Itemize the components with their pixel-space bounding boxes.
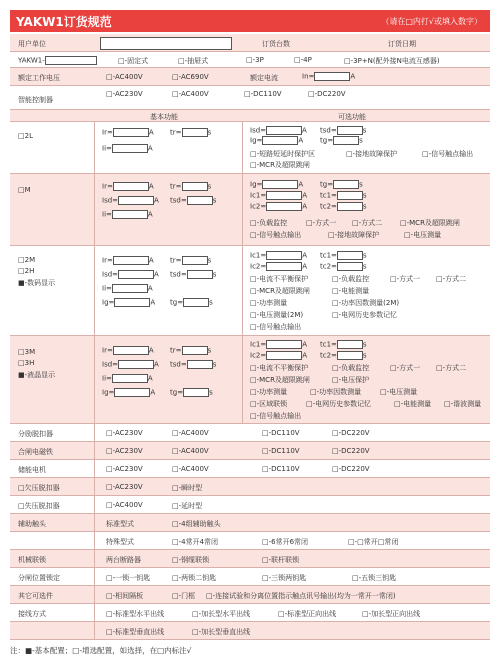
field-text: □-电网历史参数记忆 — [306, 400, 372, 408]
field-text: □-方式一 — [306, 219, 337, 227]
acc0-dc110[interactable]: □-DC110V — [262, 429, 300, 437]
acc1-dc220[interactable]: □-DC220V — [332, 447, 370, 455]
field-text: □-功率测量 — [250, 299, 288, 307]
acc2-ac400[interactable]: □-AC400V — [172, 465, 209, 473]
input-box[interactable] — [113, 128, 149, 137]
input-box[interactable] — [333, 180, 359, 189]
acc9-barrier[interactable]: □-相间隔板 — [106, 592, 144, 600]
opt-4p[interactable]: □-4P — [294, 56, 312, 64]
field-text: Ic2= A — [250, 351, 308, 360]
field-text: □-MCR及超限跳闸 — [250, 287, 310, 295]
field-text: □-电网历史参数记忆 — [332, 311, 398, 319]
section-m — [10, 174, 490, 246]
field-text: 特殊型式 — [106, 538, 134, 546]
field-text: tr= s — [170, 346, 212, 355]
field-text: tg= s — [320, 180, 363, 189]
field-text: □-电压测量 — [380, 388, 418, 396]
basic-func-label: 基本功能 — [150, 113, 178, 121]
acc10-std-f[interactable]: □-标准型正向出线 — [278, 610, 337, 618]
model-row — [10, 52, 490, 68]
field-text: 分闸位置锁定 — [18, 574, 60, 582]
input-box[interactable] — [266, 202, 302, 211]
field-text: 储能电机 — [18, 466, 46, 474]
field-text: Isd= A — [102, 270, 159, 279]
input-box[interactable] — [113, 182, 149, 191]
field-text: Ic1= A — [250, 340, 308, 349]
input-box[interactable] — [114, 388, 150, 397]
acc8-5lock[interactable]: □-五锁三钥匙 — [352, 574, 397, 582]
input-box[interactable] — [337, 262, 363, 271]
acc-row-5 — [10, 514, 490, 532]
opt-func-label: 可选功能 — [338, 113, 366, 121]
lcd-display: ■-液晶显示 — [18, 371, 56, 379]
acc7-cable[interactable]: □-钢缆联锁 — [172, 556, 210, 564]
field-text: tsd= s — [170, 270, 217, 279]
header-row — [10, 34, 490, 52]
input-box[interactable] — [337, 126, 363, 135]
novoltage[interactable]: □失压脱扣器 — [18, 502, 60, 510]
field-text: tg= s — [170, 388, 213, 397]
field-text: □-电压保护 — [332, 376, 370, 384]
input-box[interactable] — [337, 191, 363, 200]
field-text: □-电压测量(2M) — [250, 311, 304, 319]
acc2-dc220[interactable]: □-DC220V — [332, 465, 370, 473]
field-text: □-电能测量 — [332, 287, 370, 295]
unit-a: A — [350, 72, 356, 81]
func-header — [10, 110, 490, 122]
acc10-ext-h[interactable]: □-加长型水平出线 — [192, 610, 251, 618]
field-text: Isd= A — [250, 126, 307, 135]
acc-row-7 — [10, 550, 490, 568]
input-box[interactable] — [262, 180, 298, 189]
voltage-row — [10, 68, 490, 86]
field-text: Ig= A — [102, 388, 156, 397]
field-text: tr= s — [170, 128, 212, 137]
field-text: □-方式一 — [390, 364, 421, 372]
acc9-frame[interactable]: □-门框 — [172, 592, 196, 600]
acc-row-2 — [10, 460, 490, 478]
acc0-ac400[interactable]: □-AC400V — [172, 429, 209, 437]
field-text: □-信号触点输出 — [250, 231, 302, 239]
input-box[interactable] — [337, 251, 363, 260]
field-text: □-负载监控 — [332, 364, 370, 372]
input-box[interactable] — [337, 202, 363, 211]
field-text: □-功率因数测量 — [310, 388, 362, 396]
field-text: Ir= A — [102, 128, 154, 137]
field-text: □-短路短延时保护区 — [250, 150, 316, 158]
input-box[interactable] — [118, 360, 154, 369]
field-text — [302, 72, 355, 81]
acc-row-0 — [10, 424, 490, 442]
field-text: □-MCR及超限跳闸 — [250, 161, 310, 169]
field-text: Ic1= A — [250, 191, 308, 200]
field-text: tr= s — [170, 256, 212, 265]
field-text: tc1= s — [320, 191, 367, 200]
field-text: □-负载监控 — [332, 275, 370, 283]
field-text: Ii= A — [102, 210, 153, 219]
acc1-dc110[interactable]: □-DC110V — [262, 447, 300, 455]
field-text: □-区域联锁 — [250, 400, 288, 408]
input-box[interactable] — [112, 374, 148, 383]
field-text: 接线方式 — [18, 610, 46, 618]
acc0-dc220[interactable]: □-DC220V — [332, 429, 370, 437]
type-2h[interactable]: □2H — [18, 267, 35, 275]
input-box[interactable] — [113, 256, 149, 265]
page-title: YAKW1订货规范 — [16, 15, 112, 29]
input-box[interactable] — [182, 346, 208, 355]
current-label: 额定电流 — [250, 74, 278, 82]
acc8-2lock[interactable]: □-两锁二钥匙 — [172, 574, 217, 582]
field-text: 其它可选件 — [18, 592, 53, 600]
field-text: Ii= A — [102, 374, 153, 383]
acc3-ac230[interactable]: □-AC230V — [106, 483, 143, 491]
input-box[interactable] — [187, 360, 213, 369]
input-box[interactable] — [182, 182, 208, 191]
input-box[interactable] — [182, 128, 208, 137]
field-text: Ig= A — [250, 136, 304, 145]
ctrl-dc110[interactable]: □-DC110V — [244, 90, 282, 98]
field-text: Ic2= A — [250, 202, 308, 211]
acc11-std-v[interactable]: □-标准型垂直出线 — [106, 628, 165, 636]
field-text: □-接地故障保护 — [346, 150, 398, 158]
input-box[interactable] — [266, 191, 302, 200]
footnote: 注：■-基本配置；□-增选配置，如选择，在□内标注√ — [10, 646, 192, 655]
field-text: tr= s — [170, 182, 212, 191]
acc5-4group[interactable]: □-4组辅助触头 — [172, 520, 221, 528]
field-text: □-电压测量 — [404, 231, 442, 239]
field-text: □-谐波测量 — [444, 400, 482, 408]
field-text: □-电能测量 — [394, 400, 432, 408]
input-box[interactable] — [333, 136, 359, 145]
field-text: □-电流不平衡保护 — [250, 275, 309, 283]
field-text: 标准型式 — [106, 520, 134, 528]
input-box[interactable] — [266, 262, 302, 271]
field-text: Ir= A — [102, 256, 154, 265]
qty-label: 订货台数 — [262, 40, 290, 48]
user-field[interactable] — [100, 37, 232, 50]
section-3m — [10, 336, 490, 424]
acc9-signal[interactable]: □-连接试验和分离位置指示触点讯号输出(均为一常开一常闭) — [206, 592, 396, 600]
field-text: Ir= A — [102, 182, 154, 191]
field-text: tsd= s — [320, 126, 367, 135]
acc6-4no4nc[interactable]: □-4常开4常闭 — [172, 538, 219, 546]
acc-row-3 — [10, 478, 490, 496]
acc6-custom[interactable]: □-□常开□常闭 — [348, 538, 399, 546]
instruction-note: （请在□内打√或填入数字） — [381, 17, 482, 26]
controller-row — [10, 86, 490, 110]
input-box[interactable] — [112, 144, 148, 153]
input-box[interactable] — [183, 388, 209, 397]
acc10-std-h[interactable]: □-标准型水平出线 — [106, 610, 165, 618]
input-box[interactable] — [183, 298, 209, 307]
type-m[interactable]: □M — [18, 186, 31, 194]
acc4-delay[interactable]: □-延时型 — [172, 502, 203, 510]
field-text: 机械联锁 — [18, 556, 46, 564]
field-text: □-方式二 — [352, 219, 383, 227]
field-text: Ir= A — [102, 346, 154, 355]
input-box[interactable] — [337, 340, 363, 349]
field-text: □-负载监控 — [250, 219, 288, 227]
field-text: Ii= A — [102, 144, 153, 153]
field-text: tsd= s — [170, 360, 217, 369]
field-text: □-信号触点输出 — [250, 323, 302, 331]
field-text: □-方式一 — [390, 275, 421, 283]
acc11-ext-v[interactable]: □-加长型垂直出线 — [192, 628, 251, 636]
field-text: □-MCR及超限跳闸 — [250, 376, 310, 384]
digital-display: ■-数码显示 — [18, 279, 56, 287]
field-text — [100, 37, 232, 50]
field-text: Ig= A — [250, 180, 304, 189]
field-text — [18, 56, 97, 65]
opt-3pn[interactable]: □-3P+N(配外接N电流互感器) — [344, 57, 440, 65]
field-text: □-电流不平衡保护 — [250, 364, 309, 372]
acc4-ac400[interactable]: □-AC400V — [106, 501, 143, 509]
acc6-6no6nc[interactable]: □-6常开6常闭 — [262, 538, 309, 546]
ctrl-ac230[interactable]: □-AC230V — [106, 90, 143, 98]
field-text: tg= s — [170, 298, 213, 307]
model-field[interactable] — [45, 56, 97, 65]
field-text: Ic1= A — [250, 251, 308, 260]
field-text: tc2= s — [320, 351, 367, 360]
title-bar — [10, 10, 490, 32]
acc7-rod[interactable]: □-联杆联锁 — [262, 556, 300, 564]
input-box[interactable] — [112, 284, 148, 293]
field-text: Isd= A — [102, 360, 159, 369]
acc-row-1 — [10, 442, 490, 460]
input-box[interactable] — [337, 351, 363, 360]
date-label: 订货日期 — [388, 40, 416, 48]
acc-row-11 — [10, 622, 490, 640]
acc8-3lock[interactable]: □-三锁两钥匙 — [262, 574, 307, 582]
model-label: YAKW1- — [18, 56, 45, 65]
field-text: □-功率测量 — [250, 388, 288, 396]
acc-row-8 — [10, 568, 490, 586]
opt-ac690[interactable]: □-AC690V — [172, 73, 209, 81]
input-box[interactable] — [187, 270, 213, 279]
acc2-ac230[interactable]: □-AC230V — [106, 465, 143, 473]
input-box[interactable] — [118, 270, 154, 279]
field-text: □-方式二 — [436, 275, 467, 283]
opt-drawout[interactable]: □-抽屉式 — [178, 57, 209, 65]
input-box[interactable] — [113, 346, 149, 355]
field-text: 辅助触头 — [18, 520, 46, 528]
input-box[interactable] — [182, 256, 208, 265]
field-text: □-接地故障保护 — [328, 231, 380, 239]
section-2m — [10, 246, 490, 336]
input-box[interactable] — [266, 126, 302, 135]
undervoltage[interactable]: □欠压脱扣器 — [18, 484, 60, 492]
opt-ac400[interactable]: □-AC400V — [106, 73, 143, 81]
user-label: 用户单位 — [18, 40, 46, 48]
acc1-ac400[interactable]: □-AC400V — [172, 447, 209, 455]
field-text: □-功率因数测量(2M) — [332, 299, 400, 307]
input-box[interactable] — [112, 210, 148, 219]
acc-row-10 — [10, 604, 490, 622]
input-box[interactable] — [114, 298, 150, 307]
ctrl-dc220[interactable]: □-DC220V — [308, 90, 346, 98]
in-field[interactable] — [314, 72, 350, 81]
acc-row-4 — [10, 496, 490, 514]
field-text: tc1= s — [320, 340, 367, 349]
acc10-ext-f[interactable]: □-加长型正向出线 — [362, 610, 421, 618]
input-box[interactable] — [262, 136, 298, 145]
input-box[interactable] — [266, 340, 302, 349]
acc1-ac230[interactable]: □-AC230V — [106, 447, 143, 455]
field-text: □-信号触点输出 — [422, 150, 474, 158]
field-text: 合闸电磁铁 — [18, 448, 53, 456]
field-text: Ic2= A — [250, 262, 308, 271]
type-2l[interactable]: □2L — [18, 132, 33, 140]
acc2-dc110[interactable]: □-DC110V — [262, 465, 300, 473]
acc3-instant[interactable]: □-瞬时型 — [172, 484, 203, 492]
field-text: tc2= s — [320, 262, 367, 271]
field-text: □-信号触点输出 — [250, 412, 302, 420]
field-text: 两台断路器 — [106, 556, 141, 564]
field-text: Ii= A — [102, 284, 153, 293]
field-text: tsd= s — [170, 196, 217, 205]
type-3h[interactable]: □3H — [18, 359, 35, 367]
input-box[interactable] — [266, 351, 302, 360]
acc0-ac230[interactable]: □-AC230V — [106, 429, 143, 437]
field-text: □-MCR及超限跳闸 — [400, 219, 460, 227]
type-3m[interactable]: □3M — [18, 348, 36, 356]
ctrl-label: 智能控制器 — [18, 96, 53, 104]
field-text: Ig= A — [102, 298, 156, 307]
ctrl-ac400[interactable]: □-AC400V — [172, 90, 209, 98]
section-2l — [10, 122, 490, 174]
acc-row-9 — [10, 586, 490, 604]
acc-row-6 — [10, 532, 490, 550]
field-text: Isd= A — [102, 196, 159, 205]
field-text: tc1= s — [320, 251, 367, 260]
field-text: 分励脱扣器 — [18, 430, 53, 438]
opt-fixed[interactable]: □-固定式 — [118, 57, 149, 65]
opt-3p[interactable]: □-3P — [246, 56, 264, 64]
field-text: □-方式二 — [436, 364, 467, 372]
input-box[interactable] — [187, 196, 213, 205]
voltage-label: 额定工作电压 — [18, 74, 60, 82]
input-box[interactable] — [266, 251, 302, 260]
type-2m[interactable]: □2M — [18, 256, 36, 264]
field-text: tc2= s — [320, 202, 367, 211]
acc8-1lock[interactable]: □-一锁一钥匙 — [106, 574, 151, 582]
input-box[interactable] — [118, 196, 154, 205]
in-label: In= — [302, 72, 315, 81]
field-text: tg= s — [320, 136, 363, 145]
